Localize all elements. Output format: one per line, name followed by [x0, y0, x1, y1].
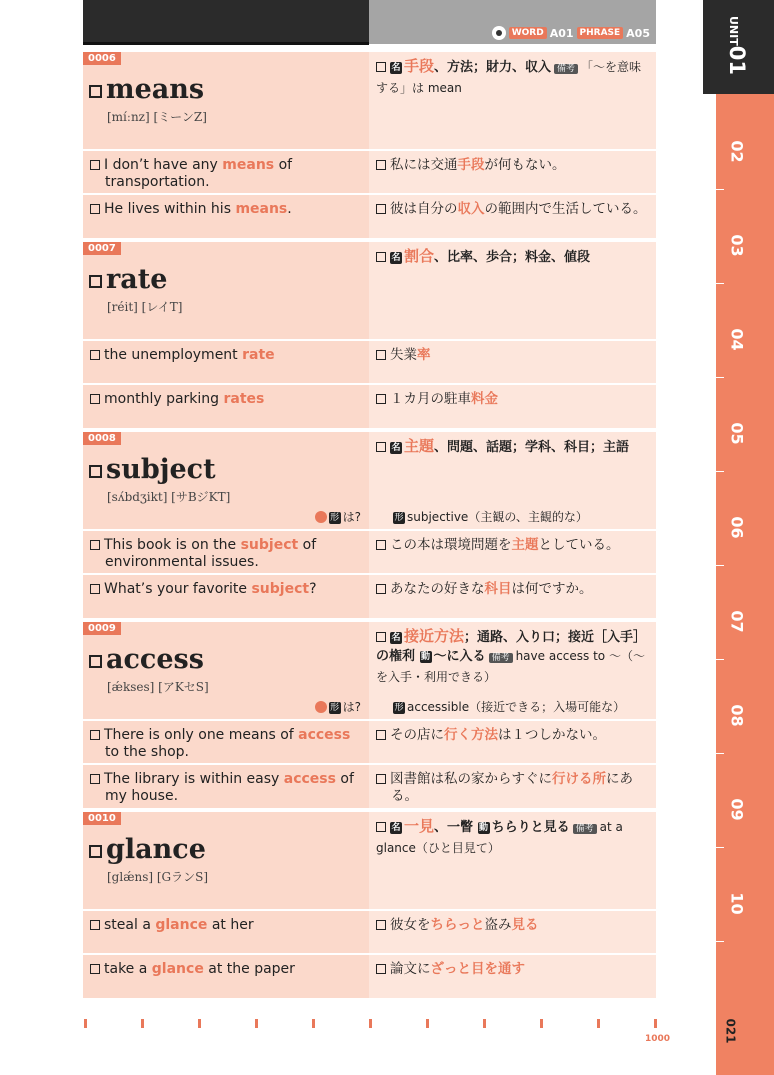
example-en[interactable]: take a glance at the paper [83, 955, 369, 978]
checkbox[interactable] [89, 85, 102, 98]
definition: 名 割合、比率、歩合；料金、値段 [376, 247, 650, 267]
example-ja-cell [369, 765, 656, 808]
phrase-tag: PHRASE [577, 27, 624, 39]
checkbox[interactable] [376, 584, 386, 594]
definition-cell [369, 622, 656, 719]
unit-tab-06[interactable]: 06 [727, 516, 747, 539]
headword[interactable]: subject [89, 454, 216, 485]
entry-means [83, 52, 656, 238]
entry-number: 0010 [83, 812, 121, 825]
headword-cell [83, 622, 369, 719]
entry-number: 0007 [83, 242, 121, 255]
headword-cell [83, 432, 369, 529]
adjective-icon: 形 [330, 703, 340, 713]
unit-tab-09[interactable]: 09 [727, 798, 747, 821]
checkbox[interactable] [90, 350, 100, 360]
example-ja[interactable]: その店に行く方法は１つしかない。 [369, 721, 656, 744]
checkbox[interactable] [90, 920, 100, 930]
progress-tick [84, 1019, 87, 1028]
entry-number: 0008 [83, 432, 121, 445]
checkbox[interactable] [90, 584, 100, 594]
unit-tab-divider [716, 753, 724, 754]
unit-tab-divider [716, 941, 724, 942]
progress-tick [255, 1019, 258, 1028]
ruler-label: 1000 [645, 1034, 671, 1044]
verb-icon: 動 [479, 823, 489, 833]
definition: 名 手段、方法；財力、収入 備考 「〜を意味する」は mean [376, 57, 642, 95]
unit-tab-02[interactable]: 02 [727, 140, 747, 163]
derivative-question: 形 は? [315, 508, 361, 525]
checkbox[interactable] [376, 540, 386, 550]
unit-tab-04[interactable]: 04 [727, 328, 747, 351]
unit-tab-07[interactable]: 07 [727, 610, 747, 633]
page-number: 021 [723, 1018, 738, 1044]
checkbox[interactable] [89, 465, 102, 478]
checkbox[interactable] [90, 394, 100, 404]
unit-tab-divider [716, 659, 724, 660]
checkbox[interactable] [376, 920, 386, 930]
example-en[interactable]: The library is within easy access of my house. [83, 765, 369, 805]
derivative: 形 accessible（接近できる；入場可能な） [394, 700, 626, 714]
headword[interactable]: access [89, 644, 204, 675]
example-en[interactable]: I don’t have any means of transportation. [83, 151, 369, 191]
progress-tick [141, 1019, 144, 1028]
checkbox[interactable] [90, 964, 100, 974]
checkbox[interactable] [89, 655, 102, 668]
progress-tick [312, 1019, 315, 1028]
checkbox[interactable] [376, 964, 386, 974]
checkbox[interactable] [89, 275, 102, 288]
derivative-question: 形 は? [315, 698, 361, 715]
example-ja[interactable]: 彼は自分の収入の範囲内で生活している。 [369, 195, 656, 218]
noun-icon: 名 [391, 253, 401, 263]
example-en-cell [83, 911, 369, 953]
definition-note: have access to 〜（〜を入手・利用できる） [376, 649, 645, 684]
example-en-cell [83, 575, 369, 618]
example-en[interactable]: steal a glance at her [83, 911, 369, 934]
example-ja-cell [369, 955, 656, 998]
checkbox[interactable] [376, 204, 386, 214]
example-ja[interactable]: 彼女をちらっと盗み見る [369, 911, 656, 934]
unit-tab-divider [716, 471, 724, 472]
headword-cell [83, 52, 369, 149]
question-icon [315, 701, 327, 713]
derivative: 形 subjective（主観の、主観的な） [394, 510, 588, 524]
example-ja-cell [369, 911, 656, 953]
headword[interactable]: glance [89, 834, 206, 865]
pronunciation: [míːnz] [ミーンZ] [107, 110, 207, 124]
example-en[interactable]: monthly parking rates [83, 385, 369, 408]
noun-icon: 名 [391, 443, 401, 453]
example-ja[interactable]: 図書館は私の家からすぐに行ける所にある。 [369, 765, 656, 805]
progress-tick [198, 1019, 201, 1028]
top-bar [83, 0, 656, 44]
top-bar-dark [83, 0, 369, 45]
unit-tab-divider [716, 189, 724, 190]
checkbox[interactable] [376, 252, 386, 262]
definition-cell [369, 52, 656, 149]
example-en-cell [83, 341, 369, 383]
checkbox[interactable] [376, 394, 386, 404]
example-en-cell [83, 721, 369, 763]
pronunciation: [glǽns] [GランS] [107, 870, 209, 884]
example-en-cell [83, 195, 369, 238]
question-icon [315, 511, 327, 523]
checkbox[interactable] [376, 442, 386, 452]
example-ja-cell [369, 531, 656, 573]
bikou-tag: 備考 [573, 824, 597, 834]
unit-tab-divider [716, 377, 724, 378]
progress-tick [540, 1019, 543, 1028]
unit-tab-divider [716, 283, 724, 284]
checkbox[interactable] [376, 632, 386, 642]
checkbox[interactable] [89, 845, 102, 858]
checkbox[interactable] [376, 160, 386, 170]
checkbox[interactable] [90, 204, 100, 214]
definition: 名 接近方法；通路、入り口；接近［入手］の権利 動 〜に入る 備考 have access to 〜（〜を入手・利用できる） [376, 627, 647, 684]
example-ja[interactable]: １カ月の駐車料金 [369, 385, 656, 408]
example-en[interactable]: This book is on the subject of environmental issues. [83, 531, 369, 571]
word-tag: WORD [509, 27, 547, 39]
checkbox[interactable] [376, 62, 386, 72]
checkbox[interactable] [90, 160, 100, 170]
pronunciation: [réit] [レイT] [107, 300, 183, 314]
checkbox[interactable] [376, 350, 386, 360]
checkbox[interactable] [90, 540, 100, 550]
entry-rate [83, 242, 656, 428]
example-ja-cell [369, 575, 656, 618]
bikou-tag: 備考 [489, 653, 513, 663]
progress-tick [426, 1019, 429, 1028]
noun-icon: 名 [391, 823, 401, 833]
verb-icon: 動 [421, 652, 431, 662]
definition-cell [369, 432, 656, 529]
example-ja-cell [369, 721, 656, 763]
noun-icon: 名 [391, 633, 401, 643]
example-en-cell [83, 385, 369, 428]
example-en-cell [83, 765, 369, 808]
unit-tab-active[interactable] [703, 0, 774, 94]
cd-icon [492, 26, 506, 40]
word-track: A01 [549, 26, 574, 40]
unit-label: UNIT01 [725, 16, 749, 75]
audio-track-info[interactable] [492, 26, 650, 40]
pronunciation: [ǽkses] [アKセS] [107, 680, 209, 694]
checkbox[interactable] [90, 774, 100, 784]
definition-cell [369, 812, 656, 909]
entry-subject [83, 432, 656, 618]
definition-cell [369, 242, 656, 339]
example-ja-cell [369, 151, 656, 193]
example-en-cell [83, 151, 369, 193]
example-ja-cell [369, 341, 656, 383]
unit-tab-03[interactable]: 03 [727, 234, 747, 257]
checkbox[interactable] [376, 774, 386, 784]
example-en[interactable]: the unemployment rate [83, 341, 369, 364]
example-ja[interactable]: 私には交通手段が何もない。 [369, 151, 656, 174]
headword[interactable]: rate [89, 264, 167, 295]
entry-access [83, 622, 656, 808]
noun-icon: 名 [391, 63, 401, 73]
example-ja-cell [369, 195, 656, 238]
checkbox[interactable] [376, 822, 386, 832]
phrase-track: A05 [626, 26, 650, 40]
progress-tick [597, 1019, 600, 1028]
top-bar-audio-area [369, 0, 656, 44]
checkbox[interactable] [90, 730, 100, 740]
example-en[interactable]: There is only one means of access to the shop. [83, 721, 369, 761]
progress-tick [654, 1019, 657, 1028]
entry-glance [83, 812, 656, 998]
headword[interactable]: means [89, 74, 204, 105]
bikou-tag: 備考 [554, 64, 578, 74]
unit-tab-05[interactable]: 05 [727, 422, 747, 445]
progress-tick [483, 1019, 486, 1028]
unit-tab-divider [716, 565, 724, 566]
example-ja[interactable]: あなたの好きな科目は何ですか。 [369, 575, 656, 598]
definition-note: 「〜を意味する」は mean [376, 60, 642, 95]
example-ja[interactable]: この本は環境問題を主題としている。 [369, 531, 656, 554]
definition: 名 一見、一瞥 動 ちらりと見る 備考 at a glance（ひと目見て） [376, 817, 623, 855]
example-en-cell [83, 955, 369, 998]
headword-cell [83, 812, 369, 909]
example-en[interactable]: He lives within his means. [83, 195, 369, 218]
adjective-icon: 形 [330, 513, 340, 523]
definition: 名 主題、問題、話題；学科、科目；主語 [376, 437, 650, 457]
example-ja[interactable]: 論文にざっと目を通す [369, 955, 656, 978]
example-en[interactable]: What’s your favorite subject? [83, 575, 369, 598]
adjective-icon: 形 [394, 513, 404, 523]
unit-tab-divider [716, 847, 724, 848]
entry-number: 0006 [83, 52, 121, 65]
unit-tab-10[interactable]: 10 [727, 892, 747, 915]
headword-cell [83, 242, 369, 339]
definition-note: at a glance（ひと目見て） [376, 820, 623, 855]
progress-tick [369, 1019, 372, 1028]
example-ja[interactable]: 失業率 [369, 341, 656, 364]
checkbox[interactable] [376, 730, 386, 740]
pronunciation: [sʌ́bdʒikt] [サBジKT] [107, 490, 231, 504]
adjective-icon: 形 [394, 703, 404, 713]
unit-tab-08[interactable]: 08 [727, 704, 747, 727]
example-ja-cell [369, 385, 656, 428]
example-en-cell [83, 531, 369, 573]
entry-number: 0009 [83, 622, 121, 635]
